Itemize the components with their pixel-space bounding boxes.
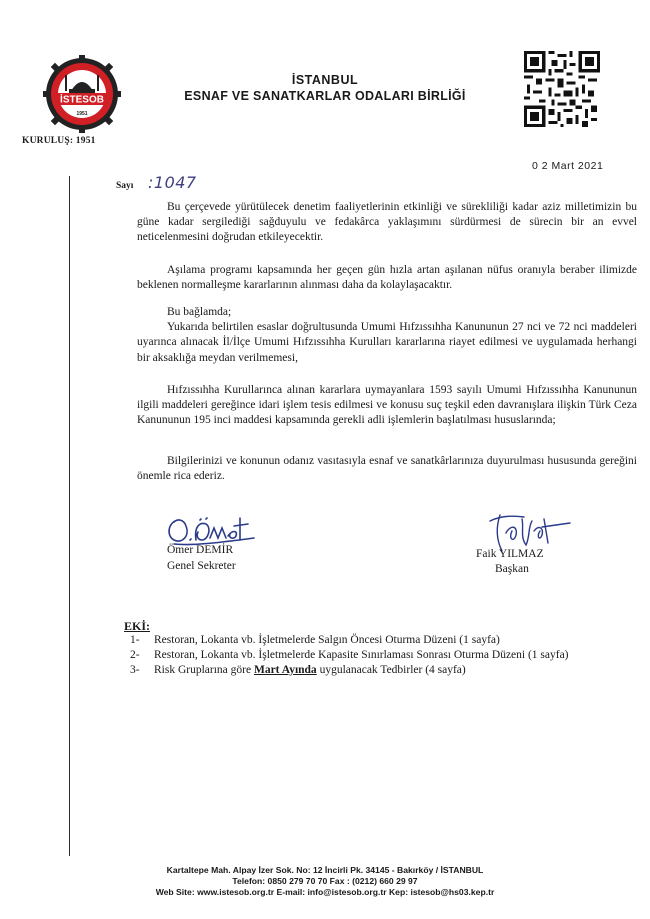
attachment-number: 1- bbox=[130, 634, 140, 646]
footer-address: Kartaltepe Mah. Alpay İzer Sok. No: 12 İncirli Pk. 34145 - Bakırköy / İSTANBUL bbox=[166, 865, 484, 875]
footer bbox=[0, 865, 650, 898]
document-date: 0 2 Mart 2021 bbox=[532, 160, 604, 172]
attachment-text bbox=[154, 663, 610, 678]
attachment-item bbox=[130, 663, 610, 678]
attachment-number: 2- bbox=[130, 649, 140, 661]
paragraph-2 bbox=[137, 263, 637, 293]
attachment-number: 3- bbox=[130, 664, 140, 676]
org-city: İSTANBUL bbox=[291, 73, 359, 87]
attachments-label: EKİ: bbox=[124, 619, 151, 633]
signer-2-name: Faik YILMAZ bbox=[476, 548, 544, 560]
logo-text: İSTESOB bbox=[60, 94, 104, 106]
document-number-label: Sayı bbox=[116, 181, 134, 191]
attachment-text: Restoran, Lokanta vb. İşletmelerde Salgın Öncesi Oturma Düzeni (1 sayfa) bbox=[154, 634, 500, 646]
signer-2-title: Başkan bbox=[495, 563, 529, 575]
logo-year: 1951 bbox=[76, 111, 88, 117]
attachment-item bbox=[130, 648, 610, 663]
paragraph-2-text: Aşılama programı kapsamında her geçen gün hızla artan aşılanan nüfus oranıyla beraber ilimizde beklenen normalleşme kararlarının alınması daha da kolaylaşacaktır. bbox=[137, 264, 637, 292]
attachment-emphasis: Mart Ayında bbox=[253, 664, 317, 676]
margin-rule bbox=[69, 176, 70, 856]
attachment-text-after: uygulanacak Tedbirler (4 sayfa) bbox=[319, 664, 466, 676]
attachments-list bbox=[130, 633, 610, 678]
paragraph-3-text: Yukarıda belirtilen esaslar doğrultusunda Umumi Hıfzıssıhha Kanununun 27 nci ve 72 nci maddeleri uyarınca alınacak İl/İlçe Umumi Hıfzıssıhha Kurulları kararlarına riayet edilmesi ve uygulamada herhangi bir aksaklığa meydan verilmemesi, bbox=[137, 321, 637, 364]
paragraph-1 bbox=[137, 200, 637, 246]
footer-web: Web Site: www.istesob.org.tr E-mail: info@istesob.org.tr Kep: istesob@hs03.kep.tr bbox=[155, 887, 495, 897]
paragraph-3 bbox=[137, 305, 637, 366]
attachment-item bbox=[130, 633, 610, 648]
attachment-text-before: Risk Gruplarına göre bbox=[154, 664, 252, 676]
paragraph-5 bbox=[137, 454, 637, 484]
founded-year: KURULUŞ: 1951 bbox=[22, 136, 96, 146]
document-number: :1047 bbox=[148, 173, 197, 192]
signature-omer-demir bbox=[164, 506, 264, 548]
paragraph-5-text: Bilgilerinizi ve konunun odanız vasıtasıyla esnaf ve sanatkârlarınıza duyurulması hususunda gereğini önemle rica ederiz. bbox=[137, 455, 637, 483]
paragraph-4 bbox=[137, 383, 637, 429]
paragraph-3-intro: Bu bağlamda; bbox=[167, 306, 232, 318]
signer-1-title: Genel Sekreter bbox=[167, 560, 236, 572]
qr-code-icon bbox=[524, 51, 600, 127]
paragraph-4-text: Hıfzıssıhha Kurullarınca alınan kararlara uymayanlara 1593 sayılı Umumi Hıfzıssıhha Kanununun ilgili maddeleri gereğince idari işlem tesis edilmesi ve konusu suç teşkil eden davranışlara ilişkin Türk Ceza Kanununun 195 inci maddesi kapsamında gerekli adli işlemlerin başlatılması hususlarında; bbox=[137, 384, 637, 427]
org-name: ESNAF VE SANATKARLAR ODALARI BİRLİĞİ bbox=[184, 89, 466, 103]
footer-phone: Telefon: 0850 279 70 70 Fax : (0212) 660 29 97 bbox=[232, 876, 418, 886]
signer-1-name: Ömer DEMİR bbox=[167, 544, 234, 556]
attachment-text: Restoran, Lokanta vb. İşletmelerde Kapasite Sınırlaması Sonrası Oturma Düzeni (1 sayfa) bbox=[154, 649, 569, 661]
paragraph-1-text: Bu çerçevede yürütülecek denetim faaliyetlerinin etkinliği ve sürekliliği kadar aziz milletimizin bu güne kadar sergilediği sağduyulu ve fedakârca yaklaşımını sürdürmesi de sürecin bir an evvel neticelenmesini doğrudan etkileyecektir. bbox=[137, 201, 637, 244]
